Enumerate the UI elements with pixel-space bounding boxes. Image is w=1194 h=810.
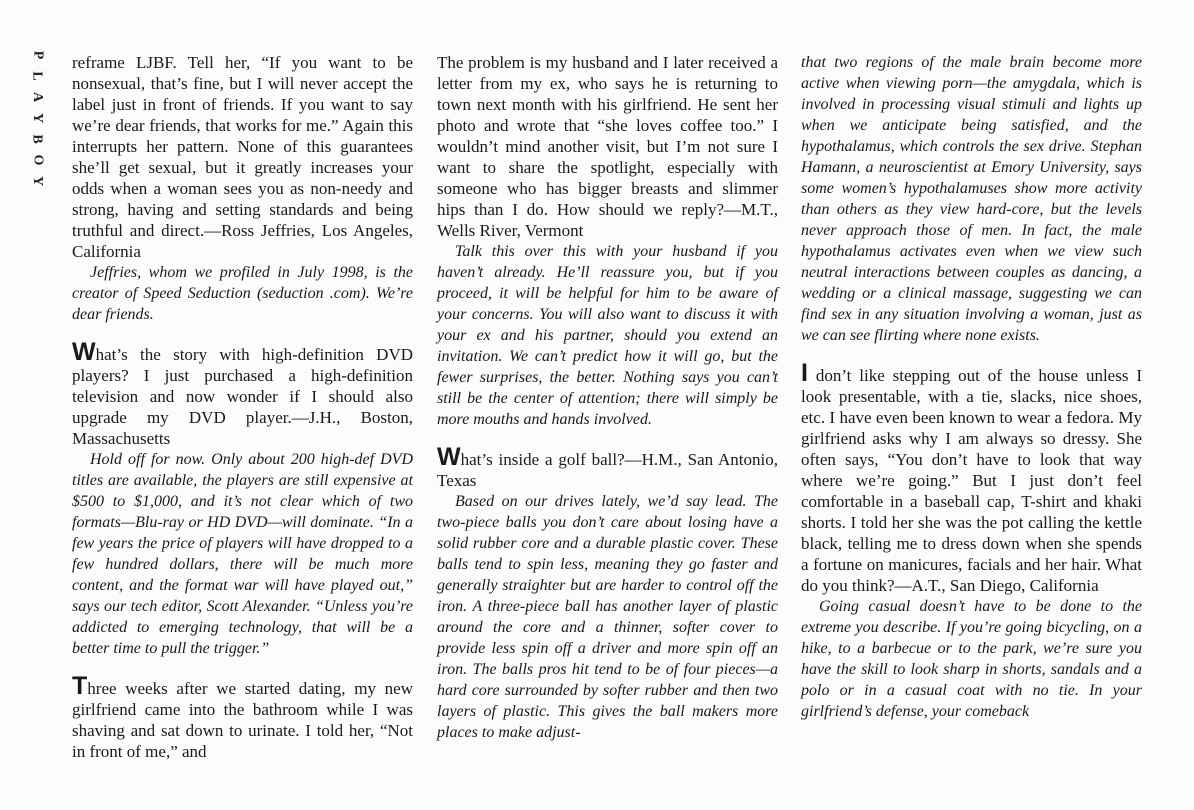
side-letter: O — [29, 154, 45, 166]
reader-letter-text: The problem is my husband and I later received a letter from my ex, who says he is returning to town next month with his girlfriend. He sent her photo and wrote that “she loves coffee too.” I wouldn’t mind another visit, but I’m not sure I want to share the spotlight, especially with someone who has bigger breasts and slimmer hips than I do. How should we reply?—M.T., Wells River, Vermont — [437, 53, 778, 240]
side-letter: Y — [30, 112, 45, 124]
column-1 — [72, 52, 413, 762]
side-letter: A — [30, 91, 45, 103]
reader-question — [72, 672, 413, 762]
side-letter: Y — [30, 175, 45, 187]
side-letter: L — [30, 71, 45, 81]
column-2 — [437, 52, 778, 743]
editor-answer: Going casual doesn’t have to be done to the extreme you describe. If you’re going bicycling, on a hike, to a barbecue or to the park, we’re sure you have the skill to look sharp in shorts, sandals and a polo or in a casual coat with no tie. In your girlfriend’s defense, your comeback — [801, 598, 1142, 720]
editor-answer: Based on our drives lately, we’d say lead. The two-piece balls you don’t care about losing have a solid rubber core and a durable plastic cover. These balls tend to spin less, meaning they go faster and generally straighter but are harder to control off the iron. A three-piece ball has another layer of plastic around the core and a thinner, softer cover to provide less spin off a driver and more spin off an iron. The balls pros hit tend to be of four pieces—a hard core surrounded by softer rubber and then two layers of plastic. This gives the ball makers more places to make adjust- — [437, 493, 778, 741]
question-text: hat’s the story with high-definition DVD players? I just purchased a high-definition television and now wonder if I should also upgrade my DVD player.—J.H., Boston, Massachusetts — [72, 345, 413, 448]
reader-question — [801, 359, 1142, 596]
question-text: hree weeks after we started dating, my new girlfriend came into the bathroom while I was shaving and sat down to urinate. I told her, “Not in front of me,” and — [72, 679, 413, 761]
editor-answer: Hold off for now. Only about 200 high-def DVD titles are available, the players are still expensive at $500 to $1,000, and it’s not clear which of two formats—Blu-ray or HD DVD—will dominate. “In a few years the price of players will have dropped to a few hundred dollars, there will be much more content, and the format war will have played out,” says our tech editor, Scott Alexander. “Unless you’re addicted to emerging technology, that will be a better time to pull the trigger.” — [72, 451, 413, 657]
side-letter: B — [30, 134, 45, 144]
reader-question — [72, 338, 413, 449]
editor-answer: Jeffries, whom we profiled in July 1998, is the creator of Speed Seduction (seduction .com). We’re dear friends. — [72, 264, 413, 323]
drop-cap: W — [437, 443, 461, 471]
drop-cap: I — [801, 359, 808, 387]
editor-answer: that two regions of the male brain become more active when viewing porn—the amygdala, which is involved in processing visual stimuli and lights up when we anticipate being satisfied, and the hypothalamus, which controls the sex drive. Stephan Hamann, a neuroscientist at Emory University, says some women’s hypothalamuses show more activity than others as they view hard-core, but the levels never approach those of men. In fact, the male hypothalamus activates even when we view such neutral interactions between couples as dancing, a wedding or a clinical massage, suggesting we can find sex in any situation involving a woman, just as we can see flirting where none exists. — [801, 54, 1142, 344]
reader-question — [437, 443, 778, 491]
magazine-side-label — [22, 48, 52, 188]
side-letter: P — [30, 50, 45, 60]
reader-letter-text: reframe LJBF. Tell her, “If you want to be nonsexual, that’s fine, but I will never accept the label just in front of friends. If you want to say we’re dear friends, that works for me.” Again this interrupts her pattern. None of this guarantees she’ll get sexual, but it greatly increases your odds when a woman sees you as non-needy and strong, having and setting standards and being truthful and direct.—Ross Jeffries, Los Angeles, California — [72, 53, 413, 261]
question-text: don’t like stepping out of the house unless I look presentable, with a tie, slacks, nice shoes, etc. I have even been known to wear a fedora. My girlfriend asks why I am always so dressy. She often says, “You don’t have to look that way where we’re going.” But I just don’t feel comfortable in a baseball cap, T-shirt and khaki shorts. I told her she was the pot calling the kettle black, telling me to dress down when she spends a fortune on manicures, facials and her hair. What do you think?—A.T., San Diego, California — [801, 366, 1142, 595]
drop-cap: W — [72, 338, 96, 366]
column-3 — [801, 52, 1142, 722]
editor-answer: Talk this over this with your husband if you haven’t already. He’ll reassure you, but if you proceed, it will be helpful for him to be aware of your concerns. You will also want to discuss it with your ex and his partner, should you extend an invitation. We can’t predict how it will go, but the fewer surprises, the better. Nothing says you can’t still be the center of attention; there will simply be more mouths and hands involved. — [437, 243, 778, 428]
question-text: hat’s inside a golf ball?—H.M., San Antonio, Texas — [437, 450, 778, 490]
drop-cap: T — [72, 672, 88, 700]
